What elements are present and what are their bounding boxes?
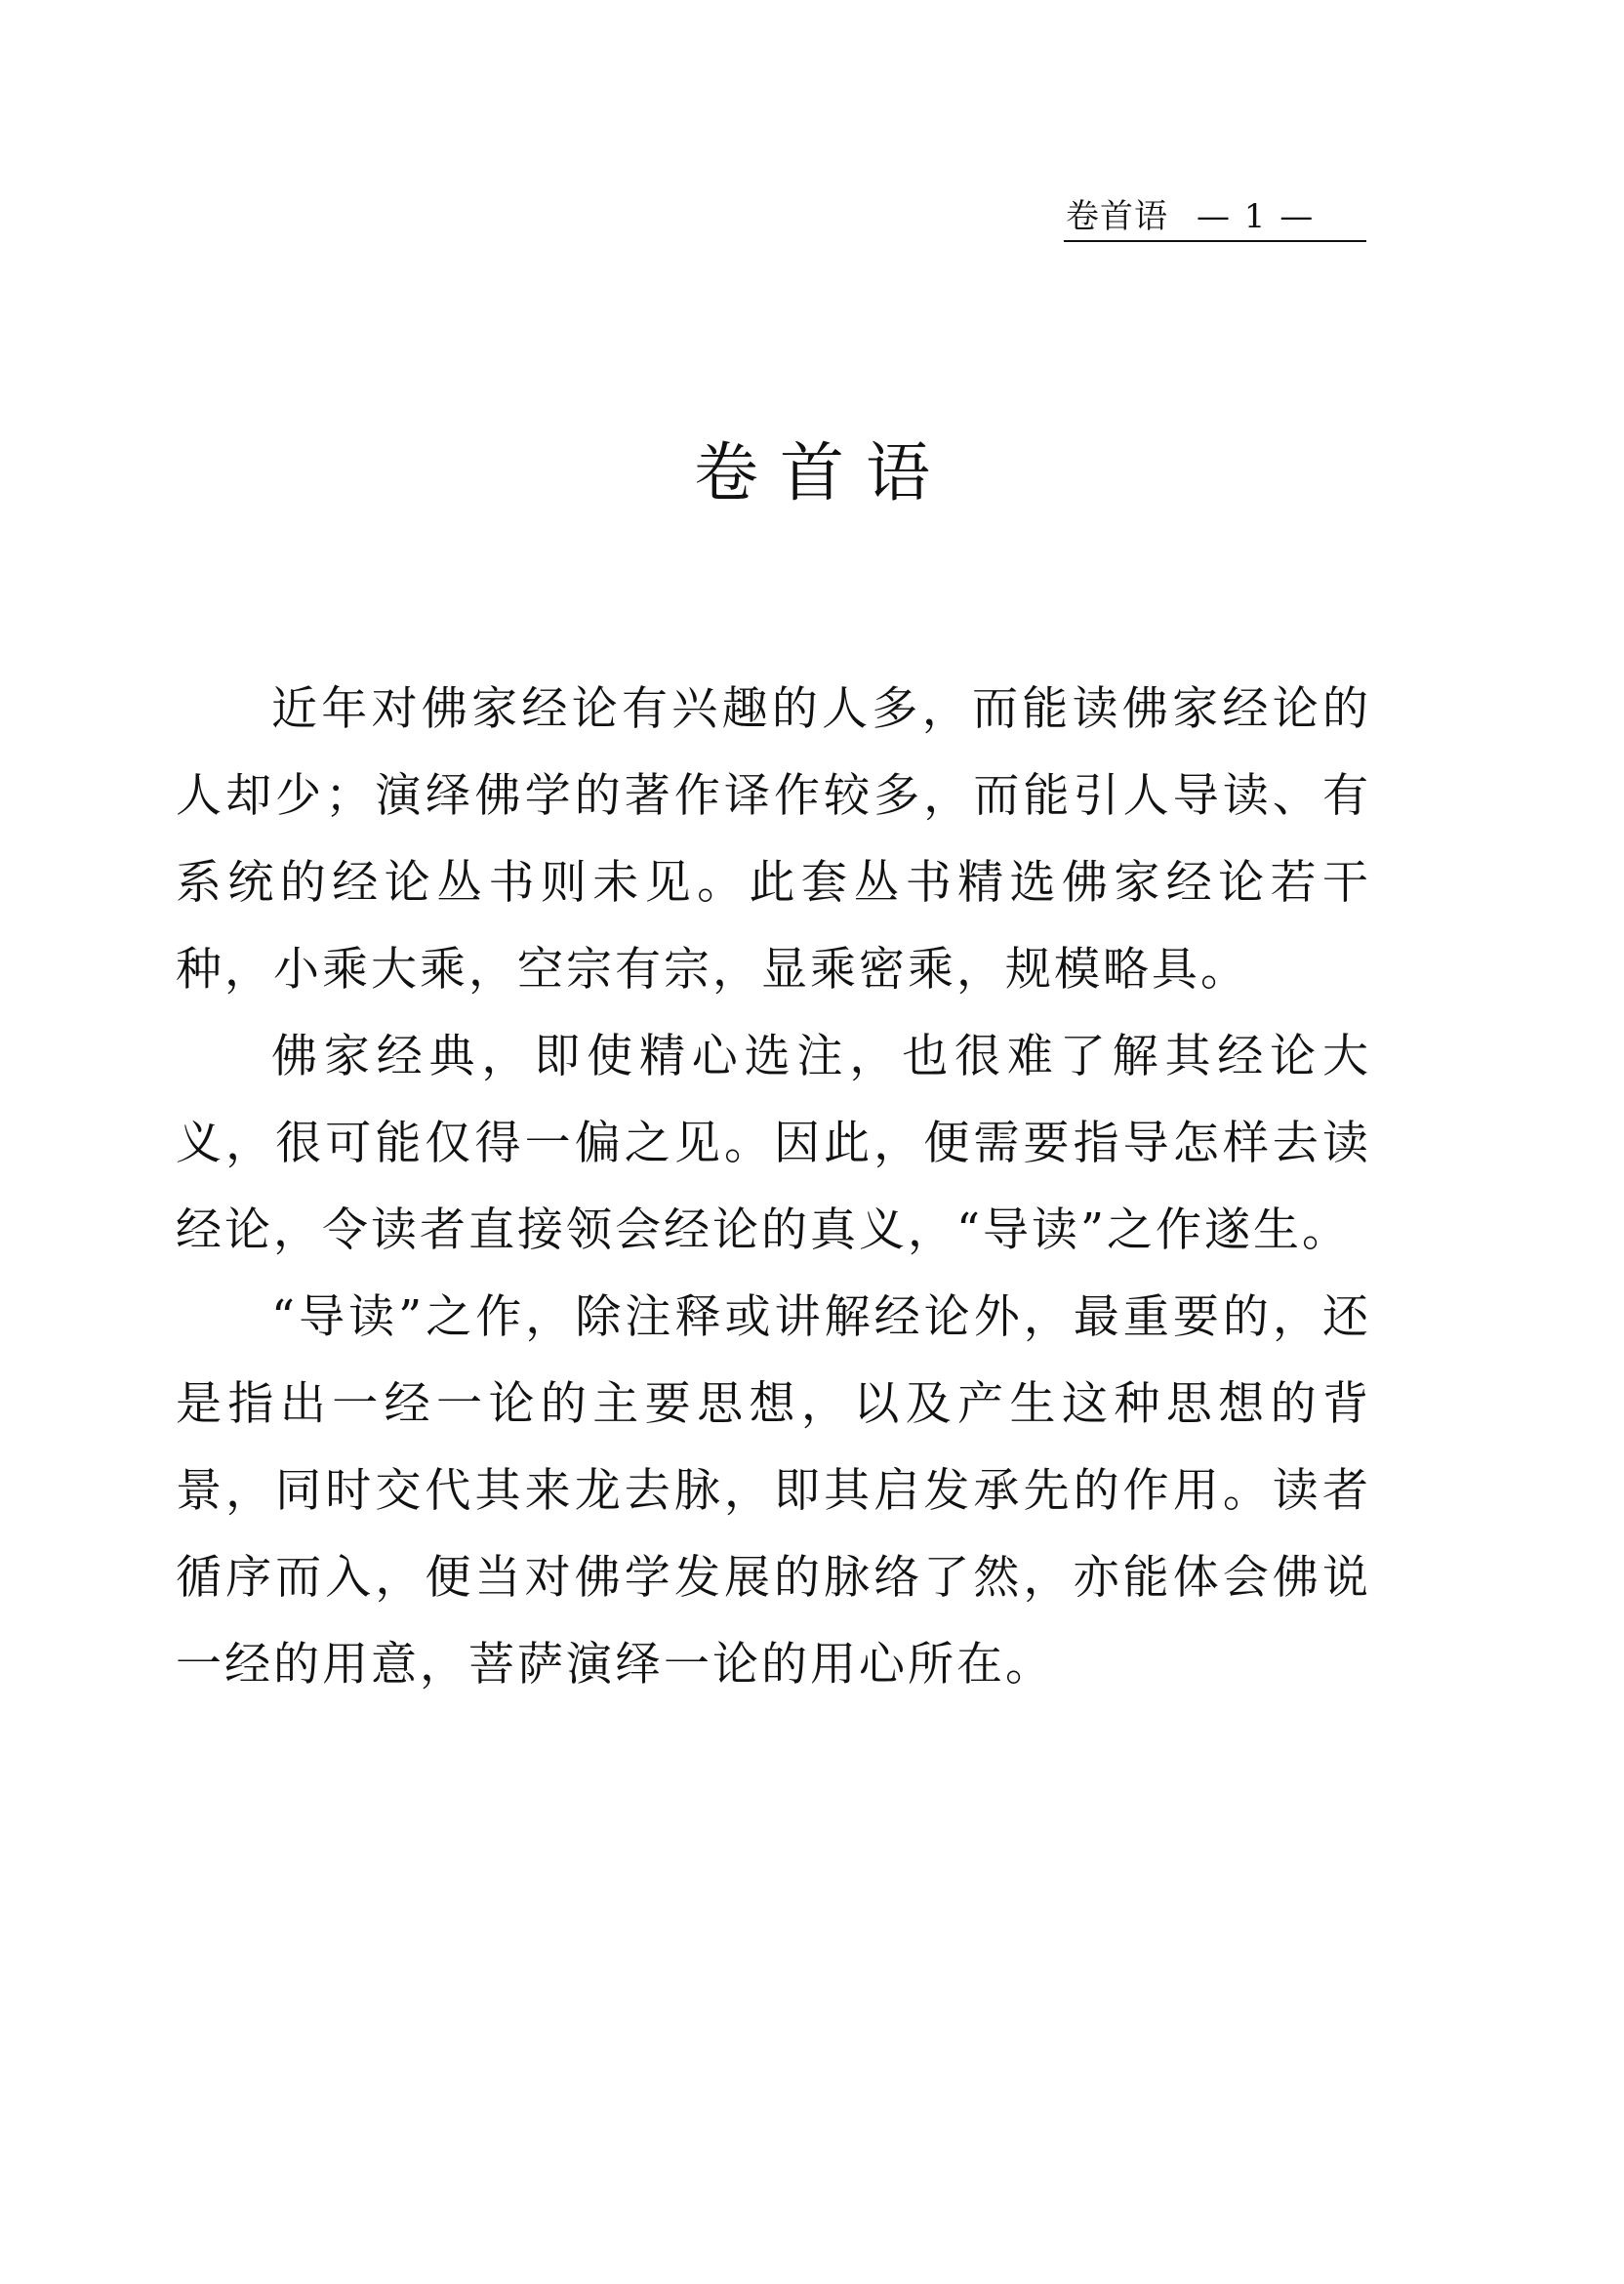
page-title: 卷首语 xyxy=(694,435,952,510)
running-head xyxy=(1064,191,1366,242)
page-number: — 1 — xyxy=(1197,197,1316,236)
paragraph: 近年对佛家经论有兴趣的人多，而能读佛家经论的人却少；演绎佛学的著作译作较多，而能引人导读、有系统的经论丛书则未见。此套丛书精选佛家经论若干种，小乘大乘，空宗有宗，显乘密乘，规模略具。 xyxy=(176,682,1371,997)
running-head-title: 卷首语 xyxy=(1066,197,1168,236)
body-text xyxy=(176,666,1371,1708)
paragraph: “导读”之作，除注释或讲解经论外，最重要的，还是指出一经一论的主要思想，以及产生这种思想的背景，同时交代其来龙去脉，即其启发承先的作用。读者循序而入，便当对佛学发展的脉络了然，亦能体会佛说一经的用意，菩萨演绎一论的用心所在。 xyxy=(176,1290,1371,1692)
paragraph: 佛家经典，即使精心选注，也很难了解其经论大义，很可能仅得一偏之见。因此，便需要指导怎样去读经论，令读者直接领会经论的真义，“导读”之作遂生。 xyxy=(176,1030,1371,1257)
